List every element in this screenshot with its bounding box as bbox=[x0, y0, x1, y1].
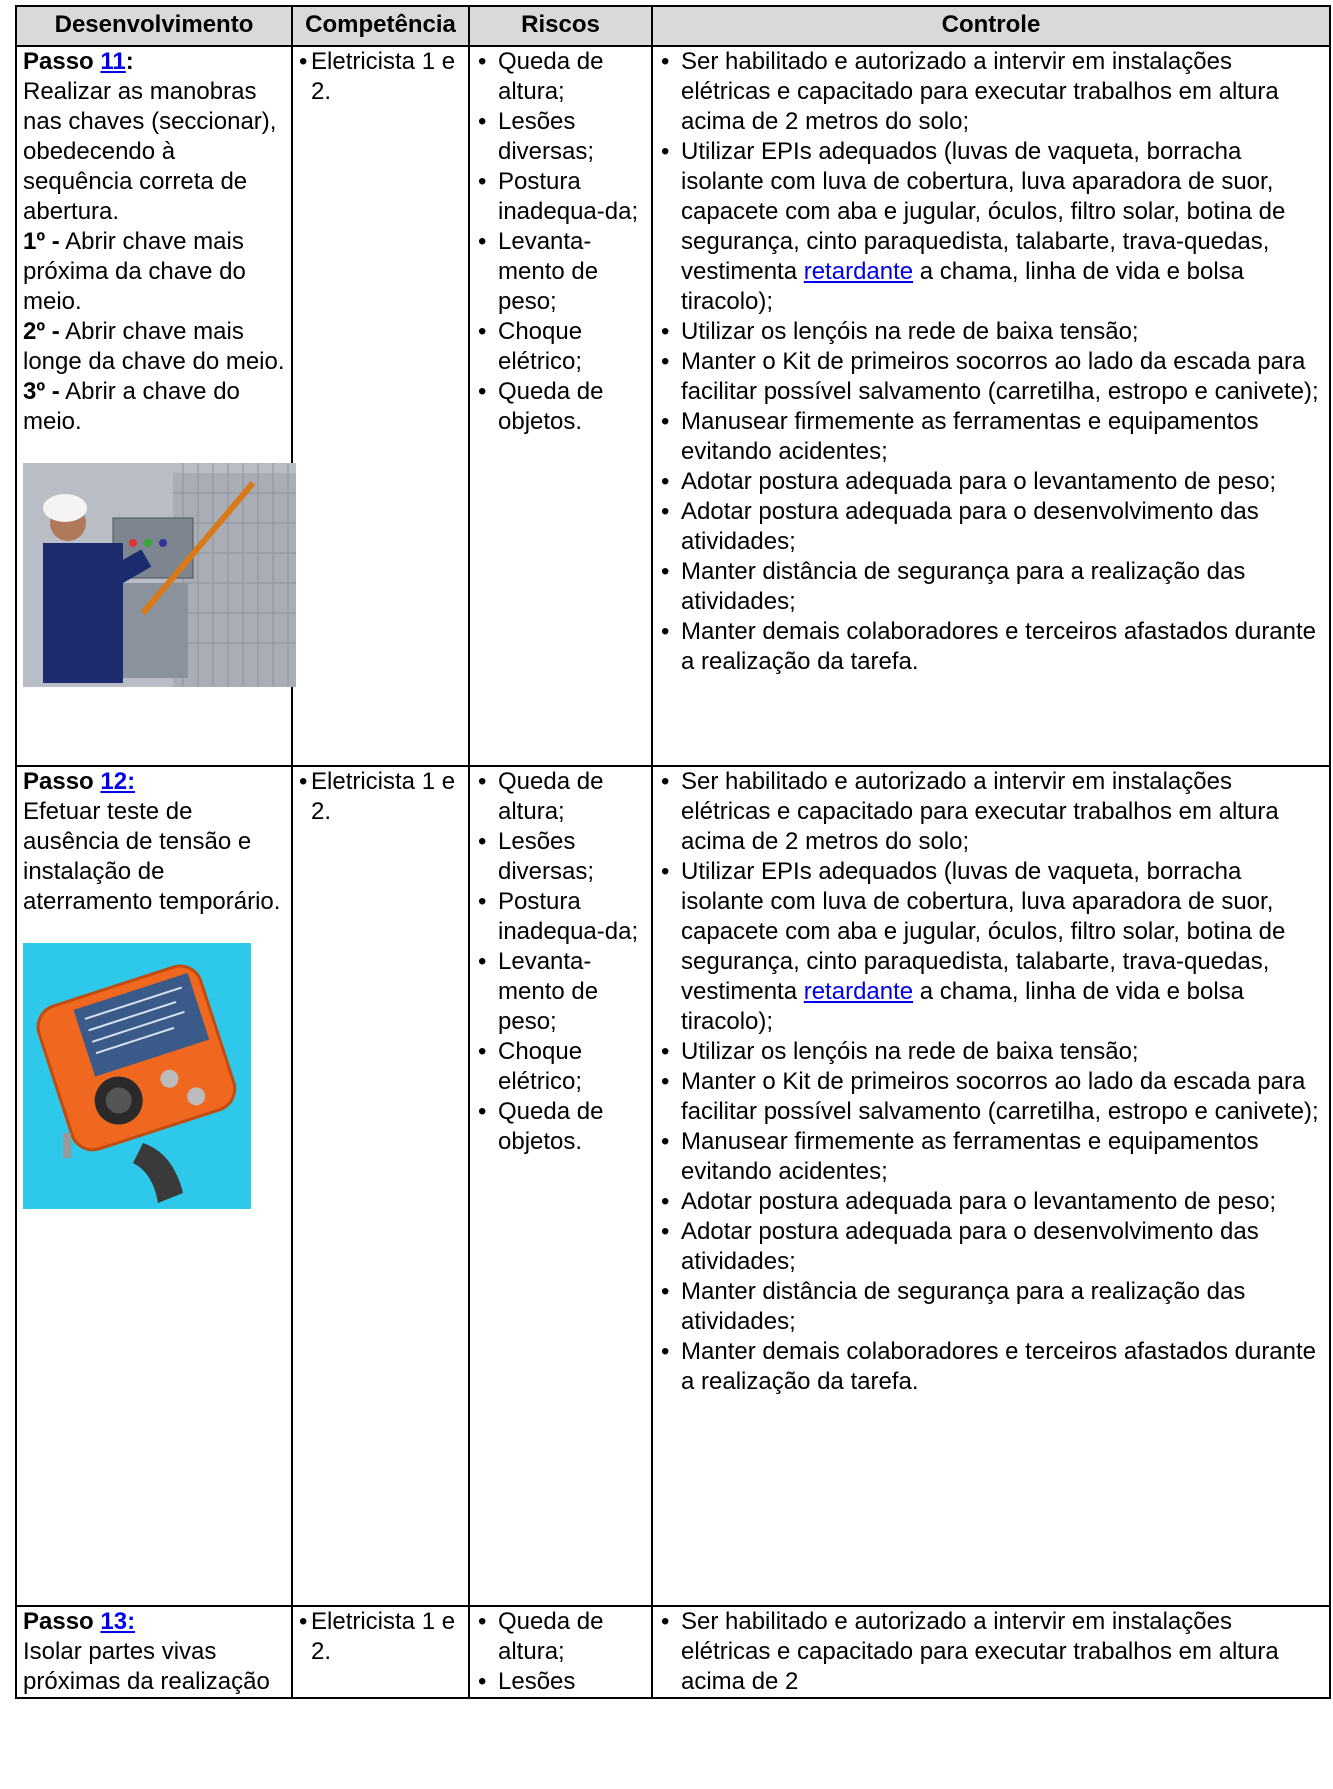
risco-item: • Queda de objetos. bbox=[476, 377, 647, 437]
header-competencia: Competência bbox=[292, 6, 469, 46]
competencia-item: • Eletricista 1 e 2. bbox=[299, 47, 464, 107]
controle-item: • Manter o Kit de primeiros socorros ao lado da escada para facilitar possível salvamento (carretilha, estropo e canivete); bbox=[659, 1067, 1325, 1127]
controle-item: • Manter distância de segurança para a realização das atividades; bbox=[659, 1277, 1325, 1337]
retardante-link[interactable]: retardante bbox=[803, 978, 914, 1005]
risco-item: • Choque elétrico; bbox=[476, 317, 647, 377]
cell-controle bbox=[652, 766, 1330, 1606]
controle-item: • Ser habilitado e autorizado a intervir em instalações elétricas e capacitado para executar trabalhos em altura acima de 2 bbox=[659, 1607, 1325, 1697]
risco-item: • Levanta-mento de peso; bbox=[476, 227, 647, 317]
risco-item: • Lesões bbox=[476, 1667, 647, 1697]
cell-competencia bbox=[292, 766, 469, 1606]
cell-riscos bbox=[469, 766, 652, 1606]
table-row-step-12 bbox=[16, 766, 1330, 1606]
controle-item: • Ser habilitado e autorizado a intervir em instalações elétricas e capacitado para executar trabalhos em altura acima de 2 metros do solo; bbox=[659, 767, 1325, 857]
header-row bbox=[16, 6, 1330, 46]
cell-desenvolvimento bbox=[16, 46, 292, 766]
cell-controle bbox=[652, 1606, 1330, 1698]
controle-item: • Utilizar EPIs adequados (luvas de vaqueta, borracha isolante com luva de cobertura, luva aparadora de suor, capacete com aba e jugular, óculos, filtro solar, botina de segurança, cinto paraquedista, talabarte, trava-quedas, vestimenta retardante a chama, linha de vida e bolsa tiracolo); bbox=[659, 137, 1325, 317]
controle-item: • Adotar postura adequada para o levantamento de peso; bbox=[659, 467, 1325, 497]
controle-item: • Utilizar EPIs adequados (luvas de vaqueta, borracha isolante com luva de cobertura, luva aparadora de suor, capacete com aba e jugular, óculos, filtro solar, botina de segurança, cinto paraquedista, talabarte, trava-quedas, vestimenta retardante a chama, linha de vida e bolsa tiracolo); bbox=[659, 857, 1325, 1037]
cell-competencia bbox=[292, 1606, 469, 1698]
header-controle: Controle bbox=[652, 6, 1330, 46]
competencia-item: • Eletricista 1 e 2. bbox=[299, 767, 464, 827]
sequence-item: 2º - Abrir chave mais longe da chave do meio. bbox=[23, 318, 285, 375]
cell-riscos bbox=[469, 46, 652, 766]
step-description: Realizar as manobras nas chaves (seccionar), obedecendo à sequência correta de abertura. bbox=[23, 78, 277, 225]
header-riscos: Riscos bbox=[469, 6, 652, 46]
risco-item: • Postura inadequa-da; bbox=[476, 167, 647, 227]
controle-item: • Manusear firmemente as ferramentas e equipamentos evitando acidentes; bbox=[659, 1127, 1325, 1187]
cell-desenvolvimento bbox=[16, 766, 292, 1606]
controle-item: • Utilizar os lençóis na rede de baixa tensão; bbox=[659, 317, 1325, 347]
controle-item: • Adotar postura adequada para o desenvolvimento das atividades; bbox=[659, 497, 1325, 557]
risco-item: • Levanta-mento de peso; bbox=[476, 947, 647, 1037]
controle-item: • Ser habilitado e autorizado a intervir em instalações elétricas e capacitado para executar trabalhos em altura acima de 2 metros do solo; bbox=[659, 47, 1325, 137]
table-row-step-11 bbox=[16, 46, 1330, 766]
step-title: Passo 11: bbox=[23, 48, 134, 75]
photo-voltage-tester bbox=[23, 943, 251, 1209]
controle-item: • Adotar postura adequada para o desenvolvimento das atividades; bbox=[659, 1217, 1325, 1277]
step-title: Passo 12: bbox=[23, 768, 136, 795]
step-link[interactable]: 12: bbox=[100, 768, 136, 795]
risco-item: • Queda de altura; bbox=[476, 767, 647, 827]
competencia-item: • Eletricista 1 e 2. bbox=[299, 1607, 464, 1667]
risco-item: • Lesões diversas; bbox=[476, 107, 647, 167]
controle-item: • Utilizar os lençóis na rede de baixa tensão; bbox=[659, 1037, 1325, 1067]
cell-riscos bbox=[469, 1606, 652, 1698]
step-link[interactable]: 11 bbox=[100, 48, 126, 75]
sequence-item: 3º - Abrir a chave do meio. bbox=[23, 378, 240, 435]
header-desenvolvimento: Desenvolvimento bbox=[16, 6, 292, 46]
risco-item: • Queda de altura; bbox=[476, 1607, 647, 1667]
controle-item: • Manter o Kit de primeiros socorros ao lado da escada para facilitar possível salvamento (carretilha, estropo e canivete); bbox=[659, 347, 1325, 407]
cell-desenvolvimento bbox=[16, 1606, 292, 1698]
table-row-step-13 bbox=[16, 1606, 1330, 1698]
photo-worker-switch bbox=[23, 463, 296, 687]
cell-controle bbox=[652, 46, 1330, 766]
step-description: Isolar partes vivas próximas da realização bbox=[23, 1638, 270, 1695]
risco-item: • Queda de objetos. bbox=[476, 1097, 647, 1157]
risco-item: • Queda de altura; bbox=[476, 47, 647, 107]
risco-item: • Choque elétrico; bbox=[476, 1037, 647, 1097]
controle-item: • Manter demais colaboradores e terceiros afastados durante a realização da tarefa. bbox=[659, 617, 1325, 677]
procedure-table bbox=[15, 5, 1331, 1699]
risco-item: • Lesões diversas; bbox=[476, 827, 647, 887]
step-title: Passo 13: bbox=[23, 1608, 136, 1635]
risco-item: • Postura inadequa-da; bbox=[476, 887, 647, 947]
sequence-item: 1º - Abrir chave mais próxima da chave do meio. bbox=[23, 228, 246, 315]
step-description: Efetuar teste de ausência de tensão e instalação de aterramento temporário. bbox=[23, 798, 281, 915]
controle-item: • Adotar postura adequada para o levantamento de peso; bbox=[659, 1187, 1325, 1217]
controle-item: • Manusear firmemente as ferramentas e equipamentos evitando acidentes; bbox=[659, 407, 1325, 467]
retardante-link[interactable]: retardante bbox=[803, 258, 914, 285]
controle-item: • Manter distância de segurança para a realização das atividades; bbox=[659, 557, 1325, 617]
cell-competencia bbox=[292, 46, 469, 766]
step-link[interactable]: 13: bbox=[100, 1608, 136, 1635]
controle-item: • Manter demais colaboradores e terceiros afastados durante a realização da tarefa. bbox=[659, 1337, 1325, 1397]
